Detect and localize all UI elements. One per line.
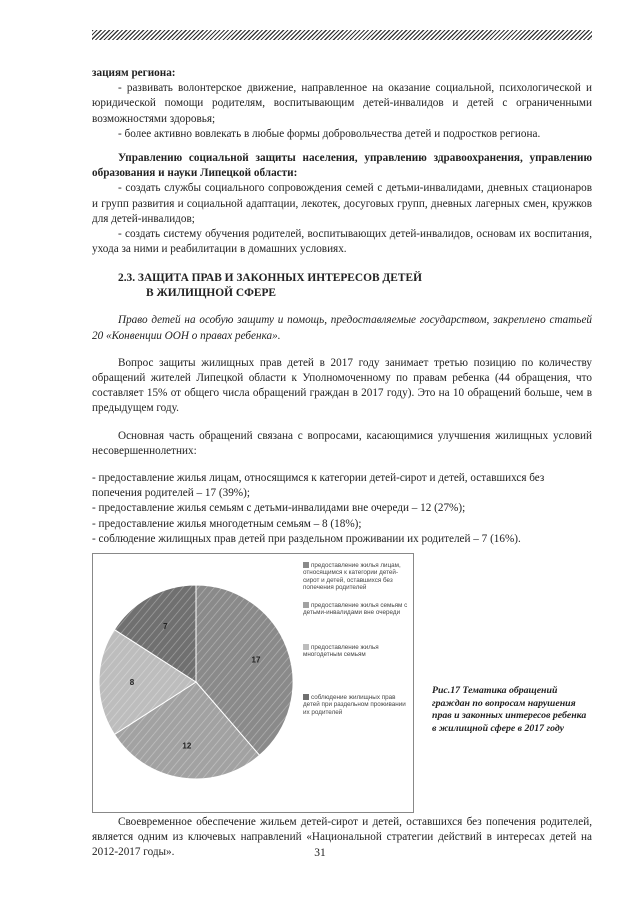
list-item: - предоставление жилья семьям с детьми-инвалидами вне очереди – 12 (27%); <box>92 502 466 515</box>
legend-label: предоставление жилья семьям с детьми-инвалидами вне очереди <box>303 602 408 617</box>
section-heading-line2: В ЖИЛИЩНОЙ СФЕРЕ <box>146 287 277 300</box>
legend-item <box>303 694 409 716</box>
list-item: - предоставление жилья лицам, относящимся к категории детей-сирот и детей, оставшихся без попечения родителей – 17 (39%); <box>92 472 545 500</box>
legend-swatch <box>303 694 309 700</box>
paragraph-main-issues: Основная часть обращений связана с вопросами, касающимися улучшения жилищных условий несовершеннолетних: <box>92 429 592 457</box>
legend-swatch <box>303 562 309 568</box>
legend-label: соблюдение жилищных прав детей при раздельном проживании их родителей <box>303 694 406 716</box>
legend-swatch <box>303 644 309 650</box>
page-number: 31 <box>314 847 326 859</box>
legend-label: предоставление жилья многодетным семьям <box>303 644 379 659</box>
figure-caption: Рис.17 Тематика обращений граждан по вопросам нарушения прав и законных интересов ребенка в жилищной сфере в 2017 году <box>432 685 587 734</box>
paragraph-conclusion: Своевременное обеспечение жильем детей-сирот и детей, оставшихся без попечения родителей, является одним из ключевых направлений «Национальной стратегии действий в интересах детей на 2012-2017 годы». <box>92 816 592 859</box>
legend-item <box>303 644 409 659</box>
section-heading <box>118 271 592 301</box>
epigraph: Право детей на особую защиту и помощь, предоставляемые государством, закреплено статьей 20 «Конвенции ООН о правах ребенка». <box>92 314 592 342</box>
legend-label: предоставление жилья лицам, относящимся к категории детей-сирот и детей, оставшихся без попечения родителей <box>303 562 401 592</box>
recommendation-involvement: - более активно вовлекать в любые формы добровольчества детей и подростков региона. <box>118 127 541 140</box>
legend-item <box>303 602 409 617</box>
paragraph-continuation: зациям региона: <box>92 67 176 79</box>
pie-data-label: 12 <box>182 741 192 751</box>
pie-data-label: 8 <box>129 678 135 688</box>
pie-data-label: 17 <box>251 655 261 665</box>
list-item: - предоставление жилья многодетным семьям – 8 (18%); <box>92 517 362 530</box>
header-hatch-bar <box>92 30 592 40</box>
pie-chart <box>92 553 414 813</box>
issue-list <box>92 471 592 547</box>
recommendation-support-services: - создать службы социального сопровождения семей с детьми-инвалидами, дневных стационаров и групп развития и социальной адаптации, лекотек, досуговых групп, дневных лагерных смен, кружков для детей-инвалидов; <box>92 182 592 225</box>
recommendation-volunteering: - развивать волонтерское движение, направленное на оказание социальной, психологической и юридической помощи родителям, воспитывающим детей-инвалидов и детей с ограниченными возможностями здоровья; <box>92 82 592 125</box>
figure-17 <box>92 553 592 815</box>
paragraph-statistics: Вопрос защиты жилищных прав детей в 2017 году занимает третью позицию по количеству обращений жителей Липецкой области к Уполномоченному по правам ребенка (44 обращения, что составляет 15% от общего числа обращений граждан в 2017 году). Это на 10 обращений больше, чем в предыдущем году. <box>92 356 592 415</box>
list-item: - соблюдение жилищных прав детей при раздельном проживании их родителей – 7 (16%). <box>92 532 521 545</box>
pie-data-label: 7 <box>163 621 168 631</box>
pie-chart-svg <box>93 554 413 812</box>
legend-item <box>303 562 409 592</box>
section-heading-line1: 2.3. ЗАЩИТА ПРАВ И ЗАКОННЫХ ИНТЕРЕСОВ ДЕТЕЙ <box>118 272 422 285</box>
page-body <box>92 66 592 861</box>
legend-swatch <box>303 602 309 608</box>
recommendation-parent-training: - создать систему обучения родителей, воспитывающих детей-инвалидов, основам их воспитания, ухода за ними и реабилитации в домашних условиях. <box>92 228 592 256</box>
addressee-heading: Управлению социальной защиты населения, управлению здравоохранения, управлению образования и науки Липецкой области: <box>92 152 592 180</box>
